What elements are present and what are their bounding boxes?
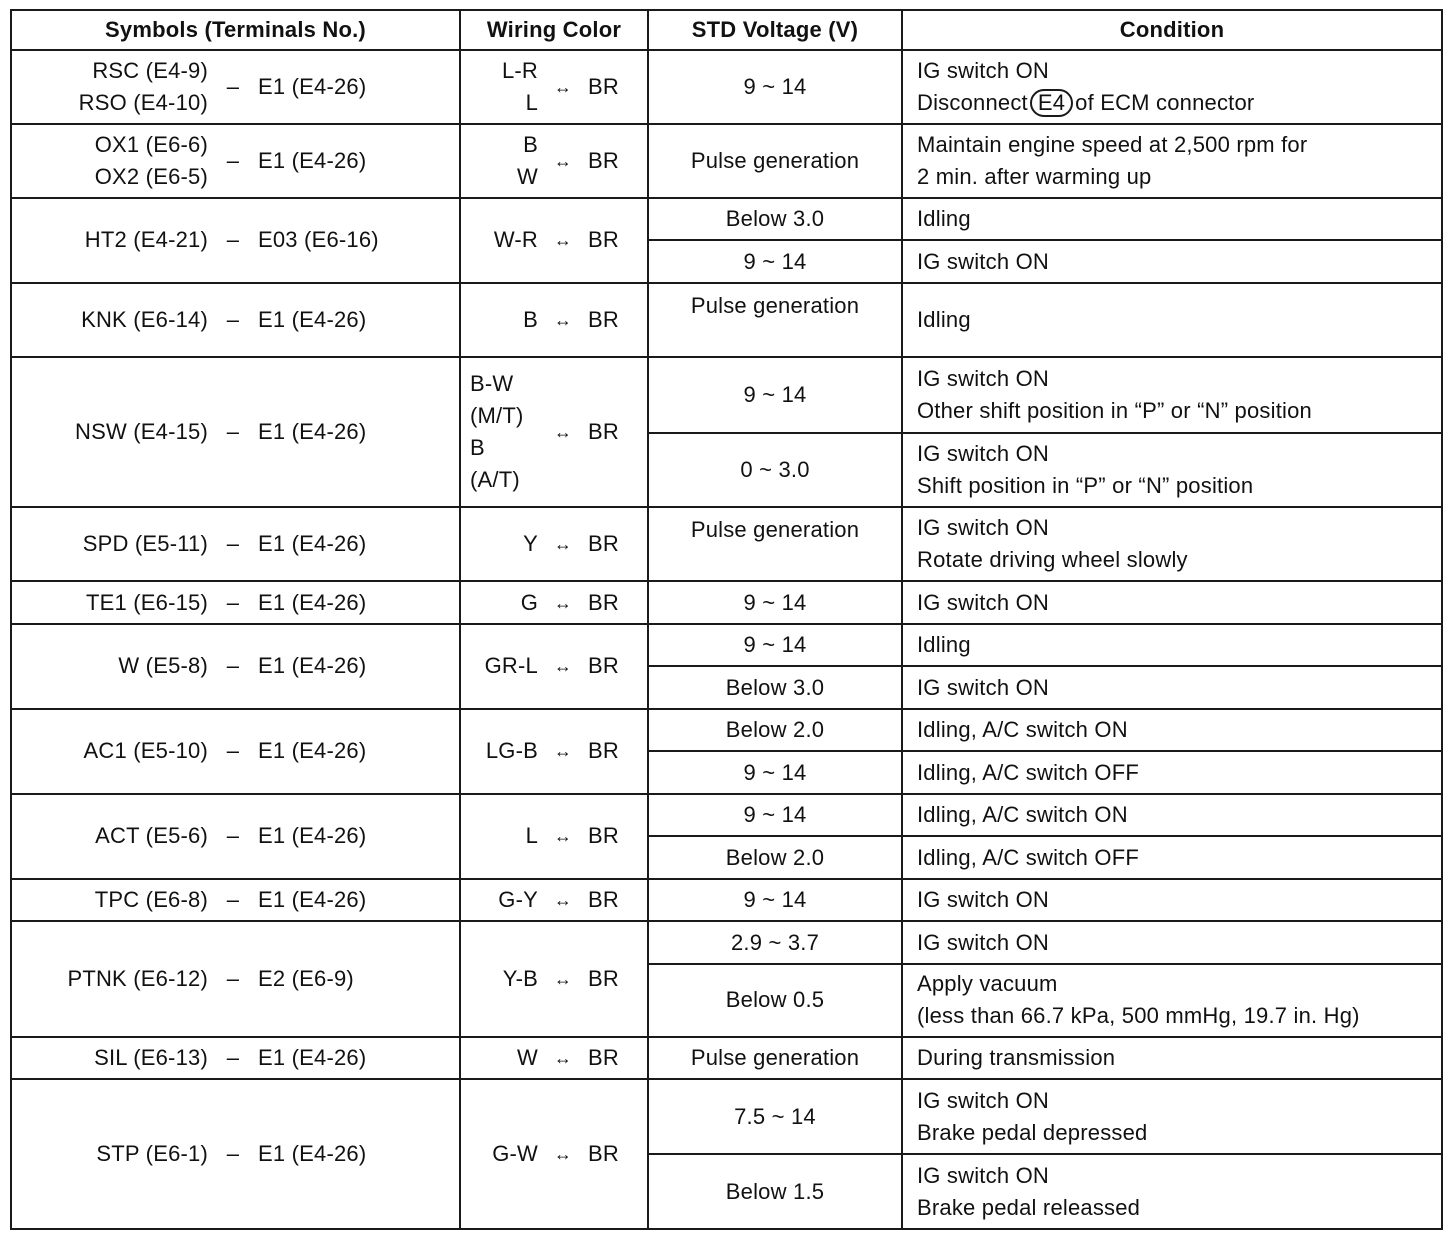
wire-color — [461, 368, 538, 496]
terminal-symbols — [12, 587, 208, 619]
wiring-group — [461, 587, 647, 619]
header-wiring-color: Wiring Color — [460, 10, 648, 50]
std-voltage-cell: 9 ~ 14 — [648, 50, 902, 124]
wire-color-line: B-W — [470, 371, 514, 396]
table-row — [11, 50, 1442, 124]
wire-color-line: L — [525, 89, 538, 115]
double-arrow-icon: ↔ — [553, 826, 573, 847]
condition-cell — [902, 433, 1442, 508]
wiring-group — [461, 368, 647, 496]
ground-terminal: E1 (E4-26) — [258, 306, 367, 332]
double-arrow-icon: ↔ — [553, 656, 573, 677]
condition-line: Idling, A/C switch ON — [917, 802, 1128, 828]
condition-line: IG switch ON — [917, 248, 1049, 274]
dash-separator: – — [226, 1044, 240, 1070]
header-condition: Condition — [902, 10, 1442, 50]
wiring-color-cell — [460, 50, 648, 124]
terminal-symbol: SIL (E6-13) — [94, 1044, 208, 1070]
double-arrow-icon: ↔ — [553, 592, 573, 613]
ground-wire-color: BR — [588, 653, 619, 679]
condition-cell — [902, 794, 1442, 837]
ground-wire-color: BR — [588, 1044, 619, 1070]
wire-color — [461, 304, 538, 336]
wire-color-line: Y-B — [502, 965, 538, 991]
table-row — [11, 1037, 1442, 1080]
symbols-cell — [11, 879, 460, 922]
table-row — [11, 921, 1442, 964]
wire-color — [461, 528, 538, 560]
std-voltage-cell: 9 ~ 14 — [648, 751, 902, 794]
ground-terminal: E1 (E4-26) — [258, 823, 367, 849]
double-arrow-icon: ↔ — [553, 968, 573, 989]
symbols-group — [12, 650, 459, 682]
wiring-color-cell — [460, 357, 648, 508]
symbols-group — [12, 129, 459, 193]
ground-wire-color: BR — [588, 887, 619, 913]
wiring-group — [461, 1042, 647, 1074]
terminal-symbol: STP (E6-1) — [96, 1141, 208, 1167]
terminal-symbol: W (E5-8) — [118, 653, 208, 679]
std-voltage-cell: 9 ~ 14 — [648, 240, 902, 283]
dash-separator: – — [226, 1141, 240, 1167]
condition-line: 2 min. after warming up — [917, 163, 1152, 189]
symbols-cell — [11, 709, 460, 794]
wiring-color-cell — [460, 198, 648, 283]
ground-wire-color: BR — [588, 589, 619, 615]
symbols-cell — [11, 357, 460, 508]
symbols-group — [12, 304, 459, 336]
table-row — [11, 198, 1442, 241]
condition-cell — [902, 283, 1442, 357]
ground-wire-color: BR — [588, 419, 619, 444]
ground-wire-color: BR — [588, 306, 619, 332]
std-voltage-cell: 9 ~ 14 — [648, 879, 902, 922]
symbols-cell — [11, 1037, 460, 1080]
wiring-group — [461, 129, 647, 193]
symbols-cell — [11, 283, 460, 357]
ground-terminal: E1 (E4-26) — [258, 147, 367, 173]
wiring-color-cell — [460, 879, 648, 922]
condition-cell — [902, 921, 1442, 964]
dash-separator: – — [226, 306, 240, 332]
wiring-group — [461, 55, 647, 119]
terminal-symbol: NSW (E4-15) — [75, 419, 208, 444]
condition-cell — [902, 751, 1442, 794]
wiring-group — [461, 650, 647, 682]
condition-cell — [902, 198, 1442, 241]
symbols-group — [12, 1138, 459, 1170]
std-voltage-cell: Pulse generation — [648, 124, 902, 198]
connector-label: E4 — [1030, 89, 1073, 117]
std-voltage-cell: Pulse generation — [648, 283, 902, 357]
condition-line: Other shift position in “P” or “N” position — [917, 397, 1312, 423]
wiring-group — [461, 528, 647, 560]
condition-cell — [902, 1079, 1442, 1154]
condition-line: IG switch ON — [917, 1087, 1049, 1113]
header-symbols: Symbols (Terminals No.) — [11, 10, 460, 50]
std-voltage-cell: 9 ~ 14 — [648, 794, 902, 837]
std-voltage-cell: Pulse generation — [648, 507, 902, 581]
wire-color-line: G-W — [492, 1141, 538, 1167]
dash-separator: – — [226, 653, 240, 679]
wire-color-line: LG-B — [485, 738, 538, 764]
condition-cell — [902, 624, 1442, 667]
condition-cell — [902, 879, 1442, 922]
condition-line: Idling — [917, 206, 971, 231]
symbols-cell — [11, 794, 460, 879]
wire-color-line: Y — [523, 531, 538, 557]
condition-line: Idling — [917, 306, 971, 332]
terminal-symbol: SPD (E5-11) — [82, 531, 208, 557]
table-row — [11, 124, 1442, 198]
table-row — [11, 879, 1442, 922]
condition-cell — [902, 964, 1442, 1037]
terminal-symbols — [12, 304, 208, 336]
terminal-symbol: TPC (E6-8) — [94, 887, 208, 913]
double-arrow-icon: ↔ — [553, 1144, 573, 1165]
condition-line: Rotate driving wheel slowly — [917, 547, 1188, 573]
terminal-symbols — [12, 963, 208, 995]
condition-cell — [902, 709, 1442, 752]
dash-separator: – — [226, 531, 240, 557]
double-arrow-icon: ↔ — [553, 1047, 573, 1068]
wiring-group — [461, 304, 647, 336]
terminal-symbols — [12, 416, 208, 448]
condition-cell — [902, 357, 1442, 433]
symbols-group — [12, 416, 459, 448]
wire-color — [461, 735, 538, 767]
ground-wire-color: BR — [588, 965, 619, 991]
condition-cell — [902, 836, 1442, 879]
condition-line: During transmission — [917, 1044, 1116, 1070]
dash-separator: – — [226, 887, 240, 913]
wiring-group — [461, 735, 647, 767]
ground-terminal: E1 (E4-26) — [258, 738, 367, 764]
wiring-color-cell — [460, 1037, 648, 1080]
condition-line: IG switch ON — [917, 674, 1049, 700]
ground-wire-color: BR — [588, 147, 619, 173]
terminal-symbol: OX1 (E6-6) — [94, 131, 208, 157]
std-voltage-cell: Below 2.0 — [648, 836, 902, 879]
table-row — [11, 507, 1442, 581]
condition-line: Shift position in “P” or “N” position — [917, 472, 1254, 498]
ground-terminal: E1 (E4-26) — [258, 589, 367, 615]
dash-separator: – — [226, 419, 240, 444]
wire-color-line: G-Y — [498, 887, 538, 913]
condition-cell — [902, 507, 1442, 581]
ground-wire-color: BR — [588, 531, 619, 557]
condition-line: Idling, A/C switch OFF — [917, 844, 1140, 870]
terminal-symbols — [12, 1138, 208, 1170]
condition-line: (less than 66.7 kPa, 500 mmHg, 19.7 in. Hg) — [917, 1003, 1360, 1029]
table-row — [11, 624, 1442, 667]
wiring-color-cell — [460, 1079, 648, 1229]
std-voltage-cell: 0 ~ 3.0 — [648, 433, 902, 508]
double-arrow-icon: ↔ — [553, 422, 573, 442]
std-voltage-cell: Below 1.5 — [648, 1154, 902, 1229]
wire-color-line: GR-L — [484, 653, 538, 679]
wire-color-line: B — [523, 131, 538, 157]
wiring-color-cell — [460, 709, 648, 794]
condition-line: Apply vacuum — [917, 971, 1058, 997]
table-row — [11, 581, 1442, 624]
wiring-group — [461, 1138, 647, 1170]
table-row — [11, 709, 1442, 752]
wiring-color-cell — [460, 581, 648, 624]
condition-cell — [902, 1037, 1442, 1080]
ground-wire-color: BR — [588, 73, 619, 99]
wire-color-line: (A/T) — [470, 467, 520, 492]
condition-line — [917, 87, 1441, 119]
symbols-group — [12, 528, 459, 560]
symbols-group — [12, 1042, 459, 1074]
ground-terminal: E1 (E4-26) — [258, 73, 367, 99]
condition-line: Idling, A/C switch OFF — [917, 759, 1140, 785]
wire-color — [461, 884, 538, 916]
terminal-symbols — [12, 820, 208, 852]
terminal-symbol: OX2 (E6-5) — [94, 163, 208, 189]
dash-separator: – — [226, 965, 240, 991]
ground-terminal: E1 (E4-26) — [258, 653, 367, 679]
ground-wire-color: BR — [588, 738, 619, 764]
condition-cell — [902, 50, 1442, 124]
ground-terminal: E1 (E4-26) — [258, 1141, 367, 1167]
header-std-voltage: STD Voltage (V) — [648, 10, 902, 50]
ground-terminal: E1 (E4-26) — [258, 531, 367, 557]
terminal-symbol: HT2 (E4-21) — [84, 227, 208, 253]
std-voltage-cell: Below 2.0 — [648, 709, 902, 752]
wire-color-line: W — [517, 163, 538, 189]
symbols-cell — [11, 124, 460, 198]
symbols-cell — [11, 1079, 460, 1229]
table-row — [11, 1079, 1442, 1154]
symbols-group — [12, 55, 459, 119]
terminal-symbols — [12, 1042, 208, 1074]
std-voltage-cell: 2.9 ~ 3.7 — [648, 921, 902, 964]
condition-text: of ECM connector — [1075, 89, 1255, 115]
condition-line: Brake pedal releassed — [917, 1194, 1141, 1220]
terminal-symbols — [12, 884, 208, 916]
symbols-cell — [11, 50, 460, 124]
condition-cell — [902, 1154, 1442, 1229]
condition-text: Disconnect — [917, 89, 1028, 115]
ground-terminal: E1 (E4-26) — [258, 887, 367, 913]
condition-line: Idling, A/C switch ON — [917, 717, 1128, 743]
wire-color-line: G — [520, 589, 538, 615]
double-arrow-icon: ↔ — [553, 741, 573, 762]
condition-line: Maintain engine speed at 2,500 rpm for — [917, 131, 1308, 157]
terminal-symbol: ACT (E5-6) — [95, 823, 208, 849]
wiring-color-cell — [460, 624, 648, 709]
symbols-cell — [11, 921, 460, 1036]
wire-color — [461, 129, 538, 193]
symbols-cell — [11, 624, 460, 709]
terminal-symbol: RSC (E4-9) — [92, 57, 208, 83]
double-arrow-icon: ↔ — [553, 76, 573, 97]
dash-separator: – — [226, 227, 240, 253]
std-voltage-cell: Pulse generation — [648, 1037, 902, 1080]
wire-color-line: B — [470, 435, 485, 460]
wiring-group — [461, 224, 647, 256]
condition-cell — [902, 124, 1442, 198]
wiring-group — [461, 820, 647, 852]
dash-separator: – — [226, 823, 240, 849]
symbols-group — [12, 963, 459, 995]
terminal-symbol: AC1 (E5-10) — [83, 738, 208, 764]
condition-line: IG switch ON — [917, 365, 1049, 391]
dash-separator: – — [226, 589, 240, 615]
condition-line: IG switch ON — [917, 440, 1049, 466]
condition-line: IG switch ON — [917, 1162, 1049, 1188]
symbols-cell — [11, 581, 460, 624]
symbols-group — [12, 884, 459, 916]
table-row — [11, 283, 1442, 357]
wire-color — [461, 587, 538, 619]
condition-line: Idling — [917, 632, 971, 658]
double-arrow-icon: ↔ — [553, 890, 573, 911]
condition-cell — [902, 666, 1442, 709]
wiring-color-cell — [460, 283, 648, 357]
double-arrow-icon: ↔ — [553, 534, 573, 555]
wiring-color-cell — [460, 921, 648, 1036]
wire-color-line: W-R — [493, 227, 538, 253]
wire-color — [461, 55, 538, 119]
condition-line: IG switch ON — [917, 589, 1049, 615]
std-voltage-cell: Below 0.5 — [648, 964, 902, 1037]
symbols-group — [12, 735, 459, 767]
wire-color-line: W — [517, 1044, 538, 1070]
table-header-row — [11, 10, 1442, 50]
terminal-symbol: PTNK (E6-12) — [67, 965, 208, 991]
std-voltage-cell: 9 ~ 14 — [648, 357, 902, 433]
wire-color — [461, 224, 538, 256]
wire-color-line: B — [523, 306, 538, 332]
table-row — [11, 357, 1442, 433]
symbols-group — [12, 587, 459, 619]
condition-cell — [902, 581, 1442, 624]
wire-color-line: L — [525, 823, 538, 849]
ground-wire-color: BR — [588, 227, 619, 253]
ground-terminal: E2 (E6-9) — [258, 965, 354, 991]
std-voltage-cell: Below 3.0 — [648, 666, 902, 709]
ground-terminal: E1 (E4-26) — [258, 1044, 367, 1070]
wire-color-line: (M/T) — [470, 403, 524, 428]
wiring-color-cell — [460, 794, 648, 879]
double-arrow-icon: ↔ — [553, 150, 573, 171]
dash-separator: – — [226, 73, 240, 99]
wire-color — [461, 1138, 538, 1170]
std-voltage-cell: 9 ~ 14 — [648, 624, 902, 667]
terminal-symbol: TE1 (E6-15) — [85, 589, 208, 615]
ground-wire-color: BR — [588, 823, 619, 849]
wire-color — [461, 1042, 538, 1074]
symbols-cell — [11, 507, 460, 581]
wire-color — [461, 963, 538, 995]
terminal-symbol: KNK (E6-14) — [81, 306, 208, 332]
dash-separator: – — [226, 147, 240, 173]
ecm-terminal-voltage-table — [10, 9, 1443, 1230]
wire-color — [461, 820, 538, 852]
std-voltage-cell: 7.5 ~ 14 — [648, 1079, 902, 1154]
symbols-group — [12, 224, 459, 256]
condition-line: IG switch ON — [917, 57, 1049, 83]
symbols-cell — [11, 198, 460, 283]
terminal-symbol: RSO (E4-10) — [78, 89, 208, 115]
table-body — [11, 50, 1442, 1229]
dash-separator: – — [226, 738, 240, 764]
double-arrow-icon: ↔ — [553, 230, 573, 251]
ground-terminal: E1 (E4-26) — [258, 419, 367, 444]
condition-line: Brake pedal depressed — [917, 1119, 1148, 1145]
std-voltage-cell: 9 ~ 14 — [648, 581, 902, 624]
terminal-symbols — [12, 528, 208, 560]
wire-color-line: L-R — [501, 57, 538, 83]
condition-line: IG switch ON — [917, 515, 1049, 541]
wiring-group — [461, 884, 647, 916]
terminal-symbols — [12, 224, 208, 256]
ground-terminal: E03 (E6-16) — [258, 227, 379, 253]
condition-cell — [902, 240, 1442, 283]
terminal-symbols — [12, 735, 208, 767]
double-arrow-icon: ↔ — [553, 309, 573, 330]
std-voltage-cell: Below 3.0 — [648, 198, 902, 241]
ground-wire-color: BR — [588, 1141, 619, 1167]
terminal-symbols — [12, 55, 208, 119]
condition-line: IG switch ON — [917, 887, 1049, 913]
table-row — [11, 794, 1442, 837]
wiring-color-cell — [460, 124, 648, 198]
wiring-group — [461, 963, 647, 995]
symbols-group — [12, 820, 459, 852]
condition-line: IG switch ON — [917, 929, 1049, 955]
wiring-color-cell — [460, 507, 648, 581]
terminal-symbols — [12, 650, 208, 682]
wire-color — [461, 650, 538, 682]
terminal-symbols — [12, 129, 208, 193]
